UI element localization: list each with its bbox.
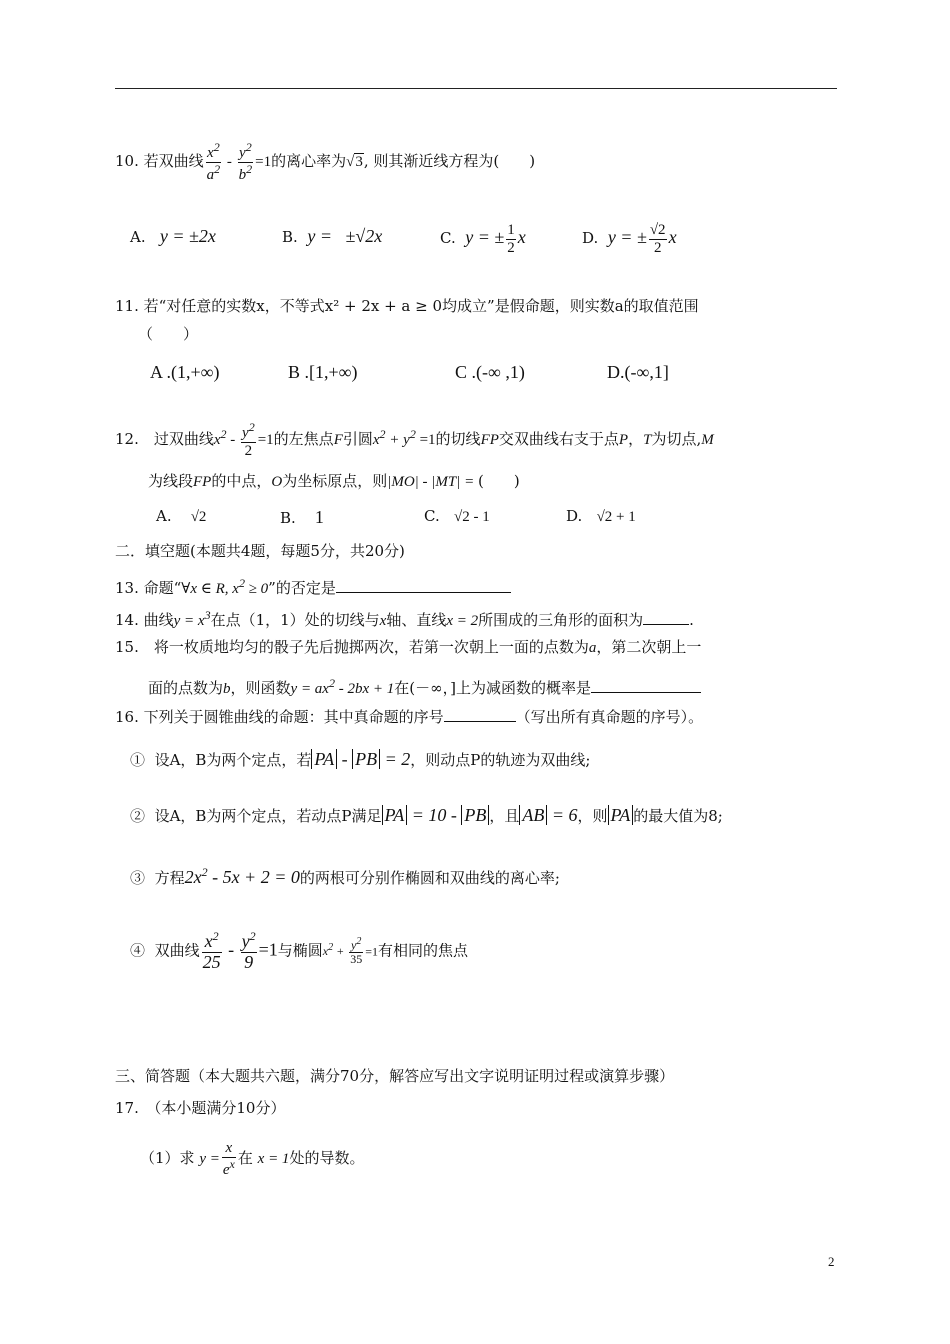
item-text: 双曲线 xyxy=(154,941,200,960)
item-text: 的两根可分别作椭圆和双曲线的离心率; xyxy=(299,869,560,887)
q12-text: 为切点, xyxy=(651,430,702,448)
question-15-line1: 15. 将一枚质地均匀的骰子先后抛掷两次，若第一次朝上一面的点数为a，第二次朝上一 xyxy=(115,638,702,656)
q12-text: ， xyxy=(628,430,644,448)
q10-stem-mid: 的离心率为 xyxy=(271,152,347,170)
q12-option-b xyxy=(280,507,324,528)
option-math: 1 xyxy=(314,507,324,527)
q16-text: （写出所有真命题的序号）。 xyxy=(515,708,704,726)
q16-item-3: ③ 方程$2x^2 - 5x + 2 = 0$的两根可分别作椭圆和双曲线的离心率; xyxy=(130,865,560,887)
question-10: 10. 若双曲线 $\frac{x^2}{a^2}$ - $\frac{y^2}{b^2}$ =1的离心率为√3, 则其渐近线方程为( ) xyxy=(115,140,536,183)
section-2-heading: 二．填空题(本题共4题，每题5分，共20分) xyxy=(115,542,405,560)
answer-blank[interactable] xyxy=(591,678,701,693)
q15-text: ]上为减函数的概率是 xyxy=(450,679,591,697)
q11-option-c xyxy=(455,362,525,383)
q12-text: 的中点， xyxy=(211,472,272,490)
fraction: $\frac{y^2}{b^2}$ xyxy=(238,140,253,183)
item-text: 的最大值为8; xyxy=(633,807,723,825)
option-math: √2 xyxy=(190,509,207,525)
question-13: 13. 命题“∀x ∈ R, $x^2 \ge 0$”的否定是 xyxy=(115,573,511,599)
q12-text: 为坐标原点，则 xyxy=(282,472,388,490)
q10-option-a: A. y = ±2x xyxy=(130,226,216,246)
q16-item-2: ② 设A，B为两个定点，若动点P满足 PA = 10 - PB ，且 AB = 6，则 PA 的最大值为8; xyxy=(130,805,723,825)
q12-option-d xyxy=(566,507,636,526)
q11-option-d xyxy=(607,362,669,383)
item-text: 方程 xyxy=(154,869,185,887)
item-text: 有相同的焦点 xyxy=(377,941,468,960)
q16-text: 16. 下列关于圆锥曲线的命题：其中真命题的序号 xyxy=(115,708,444,726)
option-label: A . xyxy=(150,362,172,382)
question-12-line2: 为线段FP的中点，O为坐标原点，则|MO| - |MT| = ( ) xyxy=(148,472,520,490)
option-label: B. xyxy=(280,509,296,527)
q15-text: 在(－∞， xyxy=(394,679,451,697)
option-label: D. xyxy=(566,507,583,525)
q14-text: 所围成的三角形的面积为 xyxy=(478,611,644,629)
item-text: 设A，B为两个定点，若 xyxy=(154,751,312,769)
option-math: (1,+∞) xyxy=(171,362,220,382)
option-label: B . xyxy=(288,362,310,382)
question-17-title: 17. （本小题满分10分） xyxy=(115,1099,286,1117)
question-14: 14. 曲线$y = x^3$在点（1，1）处的切线与x轴、直线x = 2所围成的三角形的面积为 . xyxy=(115,608,694,629)
item-number: ③ xyxy=(130,869,146,887)
option-label: C. xyxy=(424,507,440,525)
q15-text: ，则函数 xyxy=(230,679,291,697)
question-15-line2: 面的点数为b，则函数$y = ax^2 - 2bx + 1$在(－∞，]上为减函数的概率是 xyxy=(148,673,701,699)
q14-text: 在点（1，1）处的切线与 xyxy=(210,611,380,629)
header-rule xyxy=(115,88,837,89)
item-text: 设A，B为两个定点，若动点P满足 xyxy=(154,807,382,825)
q12-text: 为线段 xyxy=(148,472,194,490)
q12-text: 交双曲线右支于点 xyxy=(498,430,619,448)
q16-item-1: ① 设A，B为两个定点，若 PA - PB = 2，则动点P的轨迹为双曲线; xyxy=(130,749,591,769)
q13-text: 13. 命题“ xyxy=(115,579,182,597)
option-label: D. xyxy=(582,229,599,247)
option-math: (-∞ ,1) xyxy=(476,362,525,382)
q11-paren: （ ） xyxy=(138,325,199,343)
item-number: ① xyxy=(130,751,146,769)
item-number: ④ xyxy=(130,941,146,960)
option-label: A. xyxy=(130,228,146,246)
option-math: √2 - 1 xyxy=(454,509,490,525)
q10-stem: 10. 若双曲线 xyxy=(115,152,204,170)
q11-option-a xyxy=(150,362,220,383)
question-12-line1: 12. 过双曲线$x^2$ - $\frac{y^2}{2}$ =1的左焦点F引圆$x^2 + y^2 =1$的切线FP交双曲线右支于点P，T为切点,M xyxy=(115,420,714,459)
q12-text: 的左焦点 xyxy=(273,430,334,448)
q12-text: 的切线 xyxy=(435,430,481,448)
q14-text: . xyxy=(689,611,694,629)
q12-text: 引圆 xyxy=(342,430,373,448)
question-16 xyxy=(115,707,703,727)
q12-stem: 12. 过双曲线 xyxy=(115,430,214,448)
q15-text: 面的点数为 xyxy=(148,679,224,697)
item-text: 与椭圆 xyxy=(277,941,323,960)
q10-stem-post: , 则其渐近线方程为( ) xyxy=(363,152,536,170)
item-text: ，则动点P的轨迹为双曲线; xyxy=(410,751,591,769)
fraction: $\frac{x^2}{a^2}$ xyxy=(206,140,221,183)
option-label: A. xyxy=(156,507,172,525)
option-math: (-∞,1] xyxy=(624,362,669,382)
q12-text: ( ) xyxy=(478,472,520,490)
q12-option-c xyxy=(424,507,490,526)
question-11: 11. 若“对任意的实数x，不等式x² + 2x + a ≥ 0均成立”是假命题，则实数a的取值范围 xyxy=(115,297,699,315)
q12-option-a xyxy=(156,507,206,526)
q16-item-4: ④ 双曲线 $\frac{x^2}{25}$ - $\frac{y^2}{9}$ =1与椭圆$x^2$ + $\frac{y^2}{35}$ =1有相同的焦点 xyxy=(130,929,468,972)
option-math: √2 + 1 xyxy=(596,509,636,525)
q17-text: 处的导数。 xyxy=(289,1149,365,1167)
answer-blank[interactable] xyxy=(444,707,516,722)
page-number: 2 xyxy=(828,1254,835,1269)
q10-option-d: D. y = ± $\frac{√2}{2}$ x xyxy=(582,222,677,256)
q10-option-b: B. y = ±√2x xyxy=(282,226,383,246)
q15-text: ，第二次朝上一 xyxy=(596,638,702,656)
q14-text: 14. 曲线 xyxy=(115,611,174,629)
item-number: ② xyxy=(130,807,146,825)
item-text: ，则 xyxy=(577,807,608,825)
option-label: C . xyxy=(455,362,477,382)
item-text: ，且 xyxy=(489,807,520,825)
option-math: [1,+∞) xyxy=(309,362,358,382)
q17-text: 在 xyxy=(237,1149,253,1167)
answer-blank[interactable] xyxy=(336,578,511,593)
section-3-heading: 三、简答题（本大题共六题，满分70分，解答应写出文字说明证明过程或演算步骤） xyxy=(115,1067,675,1085)
fraction: $\frac{y^2}{2}$ xyxy=(242,420,255,459)
q15-text: 15. 将一枚质地均匀的骰子先后抛掷两次，若第一次朝上一面的点数为 xyxy=(115,638,589,656)
q10-option-c: C. y = ± $\frac{1}{2}$ x xyxy=(440,222,526,256)
q13-text: ”的否定是 xyxy=(268,579,336,597)
q17-text: （1）求 xyxy=(140,1149,195,1167)
answer-blank[interactable] xyxy=(643,610,689,625)
option-label: B. xyxy=(282,228,298,246)
option-label: C. xyxy=(440,229,456,247)
q14-text: 轴、直线 xyxy=(386,611,447,629)
question-17-part-1: （1）求 y = $\frac{x}{e^x}$ 在 x = 1处的导数。 xyxy=(140,1140,365,1178)
option-label: D. xyxy=(607,362,625,382)
q11-option-b xyxy=(288,362,358,383)
